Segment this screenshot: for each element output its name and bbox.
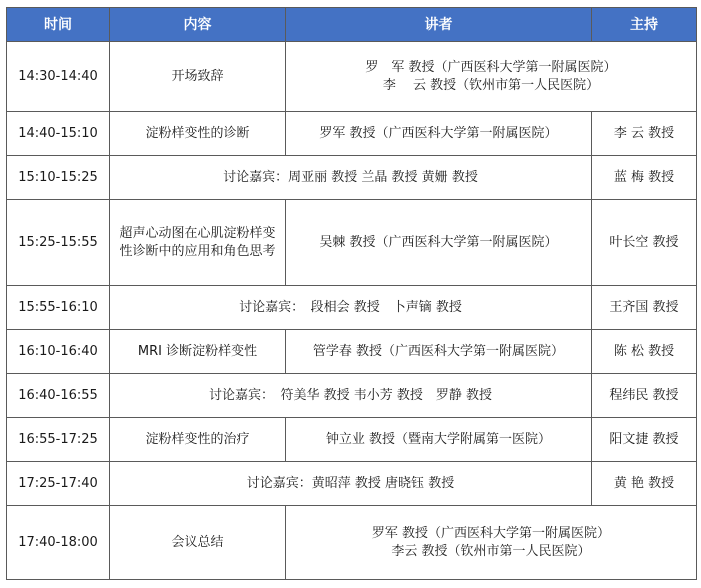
table-row xyxy=(7,462,697,506)
topic-cell: 超声心动图在心肌淀粉样变性诊断中的应用和角色思考 xyxy=(110,200,286,286)
time-cell: 16:10-16:40 xyxy=(7,330,110,374)
discussion-cell: 讨论嘉宾：周亚丽 教授 兰晶 教授 黄姗 教授 xyxy=(110,156,592,200)
host-cell: 程纬民 教授 xyxy=(592,374,697,418)
time-cell: 15:10-15:25 xyxy=(7,156,110,200)
discussion-cell: 讨论嘉宾： 符美华 教授 韦小芳 教授 罗静 教授 xyxy=(110,374,592,418)
table-row xyxy=(7,330,697,374)
speaker-cell xyxy=(286,506,697,580)
speaker-cell: 吴棘 教授（广西医科大学第一附属医院） xyxy=(286,200,592,286)
table-row xyxy=(7,42,697,112)
speaker-line: 罗 军 教授（广西医科大学第一附属医院） xyxy=(365,59,617,75)
topic-cell: MRI 诊断淀粉样变性 xyxy=(110,330,286,374)
table-row xyxy=(7,374,697,418)
table-row xyxy=(7,200,697,286)
topic-cell: 淀粉样变性的治疗 xyxy=(110,418,286,462)
time-cell: 16:40-16:55 xyxy=(7,374,110,418)
table-row xyxy=(7,286,697,330)
time-cell: 14:30-14:40 xyxy=(7,42,110,112)
table-row xyxy=(7,156,697,200)
header-host: 主持 xyxy=(592,8,697,42)
host-cell: 李 云 教授 xyxy=(592,112,697,156)
discussion-cell: 讨论嘉宾： 段相会 教授 卜声镝 教授 xyxy=(110,286,592,330)
speaker-cell: 管学春 教授（广西医科大学第一附属医院） xyxy=(286,330,592,374)
host-cell: 黄 艳 教授 xyxy=(592,462,697,506)
host-cell: 阳文捷 教授 xyxy=(592,418,697,462)
header-time: 时间 xyxy=(7,8,110,42)
speaker-line: 李云 教授（钦州市第一人民医院） xyxy=(391,543,591,559)
table-row xyxy=(7,506,697,580)
table-row xyxy=(7,112,697,156)
time-cell: 15:25-15:55 xyxy=(7,200,110,286)
agenda-table xyxy=(6,7,697,580)
host-cell: 叶长空 教授 xyxy=(592,200,697,286)
header-row xyxy=(7,8,697,42)
speaker-line: 李 云 教授（钦州市第一人民医院） xyxy=(382,77,600,93)
time-cell: 17:40-18:00 xyxy=(7,506,110,580)
header-speaker: 讲者 xyxy=(286,8,592,42)
time-cell: 17:25-17:40 xyxy=(7,462,110,506)
table-row xyxy=(7,418,697,462)
topic-cell: 淀粉样变性的诊断 xyxy=(110,112,286,156)
time-cell: 14:40-15:10 xyxy=(7,112,110,156)
host-cell: 王齐国 教授 xyxy=(592,286,697,330)
time-cell: 16:55-17:25 xyxy=(7,418,110,462)
time-cell: 15:55-16:10 xyxy=(7,286,110,330)
host-cell: 蓝 梅 教授 xyxy=(592,156,697,200)
topic-cell: 开场致辞 xyxy=(110,42,286,112)
topic-cell: 会议总结 xyxy=(110,506,286,580)
speaker-cell: 钟立业 教授（暨南大学附属第一医院） xyxy=(286,418,592,462)
discussion-cell: 讨论嘉宾：黄昭萍 教授 唐晓钰 教授 xyxy=(110,462,592,506)
header-content: 内容 xyxy=(110,8,286,42)
speaker-cell: 罗军 教授（广西医科大学第一附属医院） xyxy=(286,112,592,156)
speaker-cell xyxy=(286,42,697,112)
host-cell: 陈 松 教授 xyxy=(592,330,697,374)
speaker-line: 罗军 教授（广西医科大学第一附属医院） xyxy=(371,525,611,541)
